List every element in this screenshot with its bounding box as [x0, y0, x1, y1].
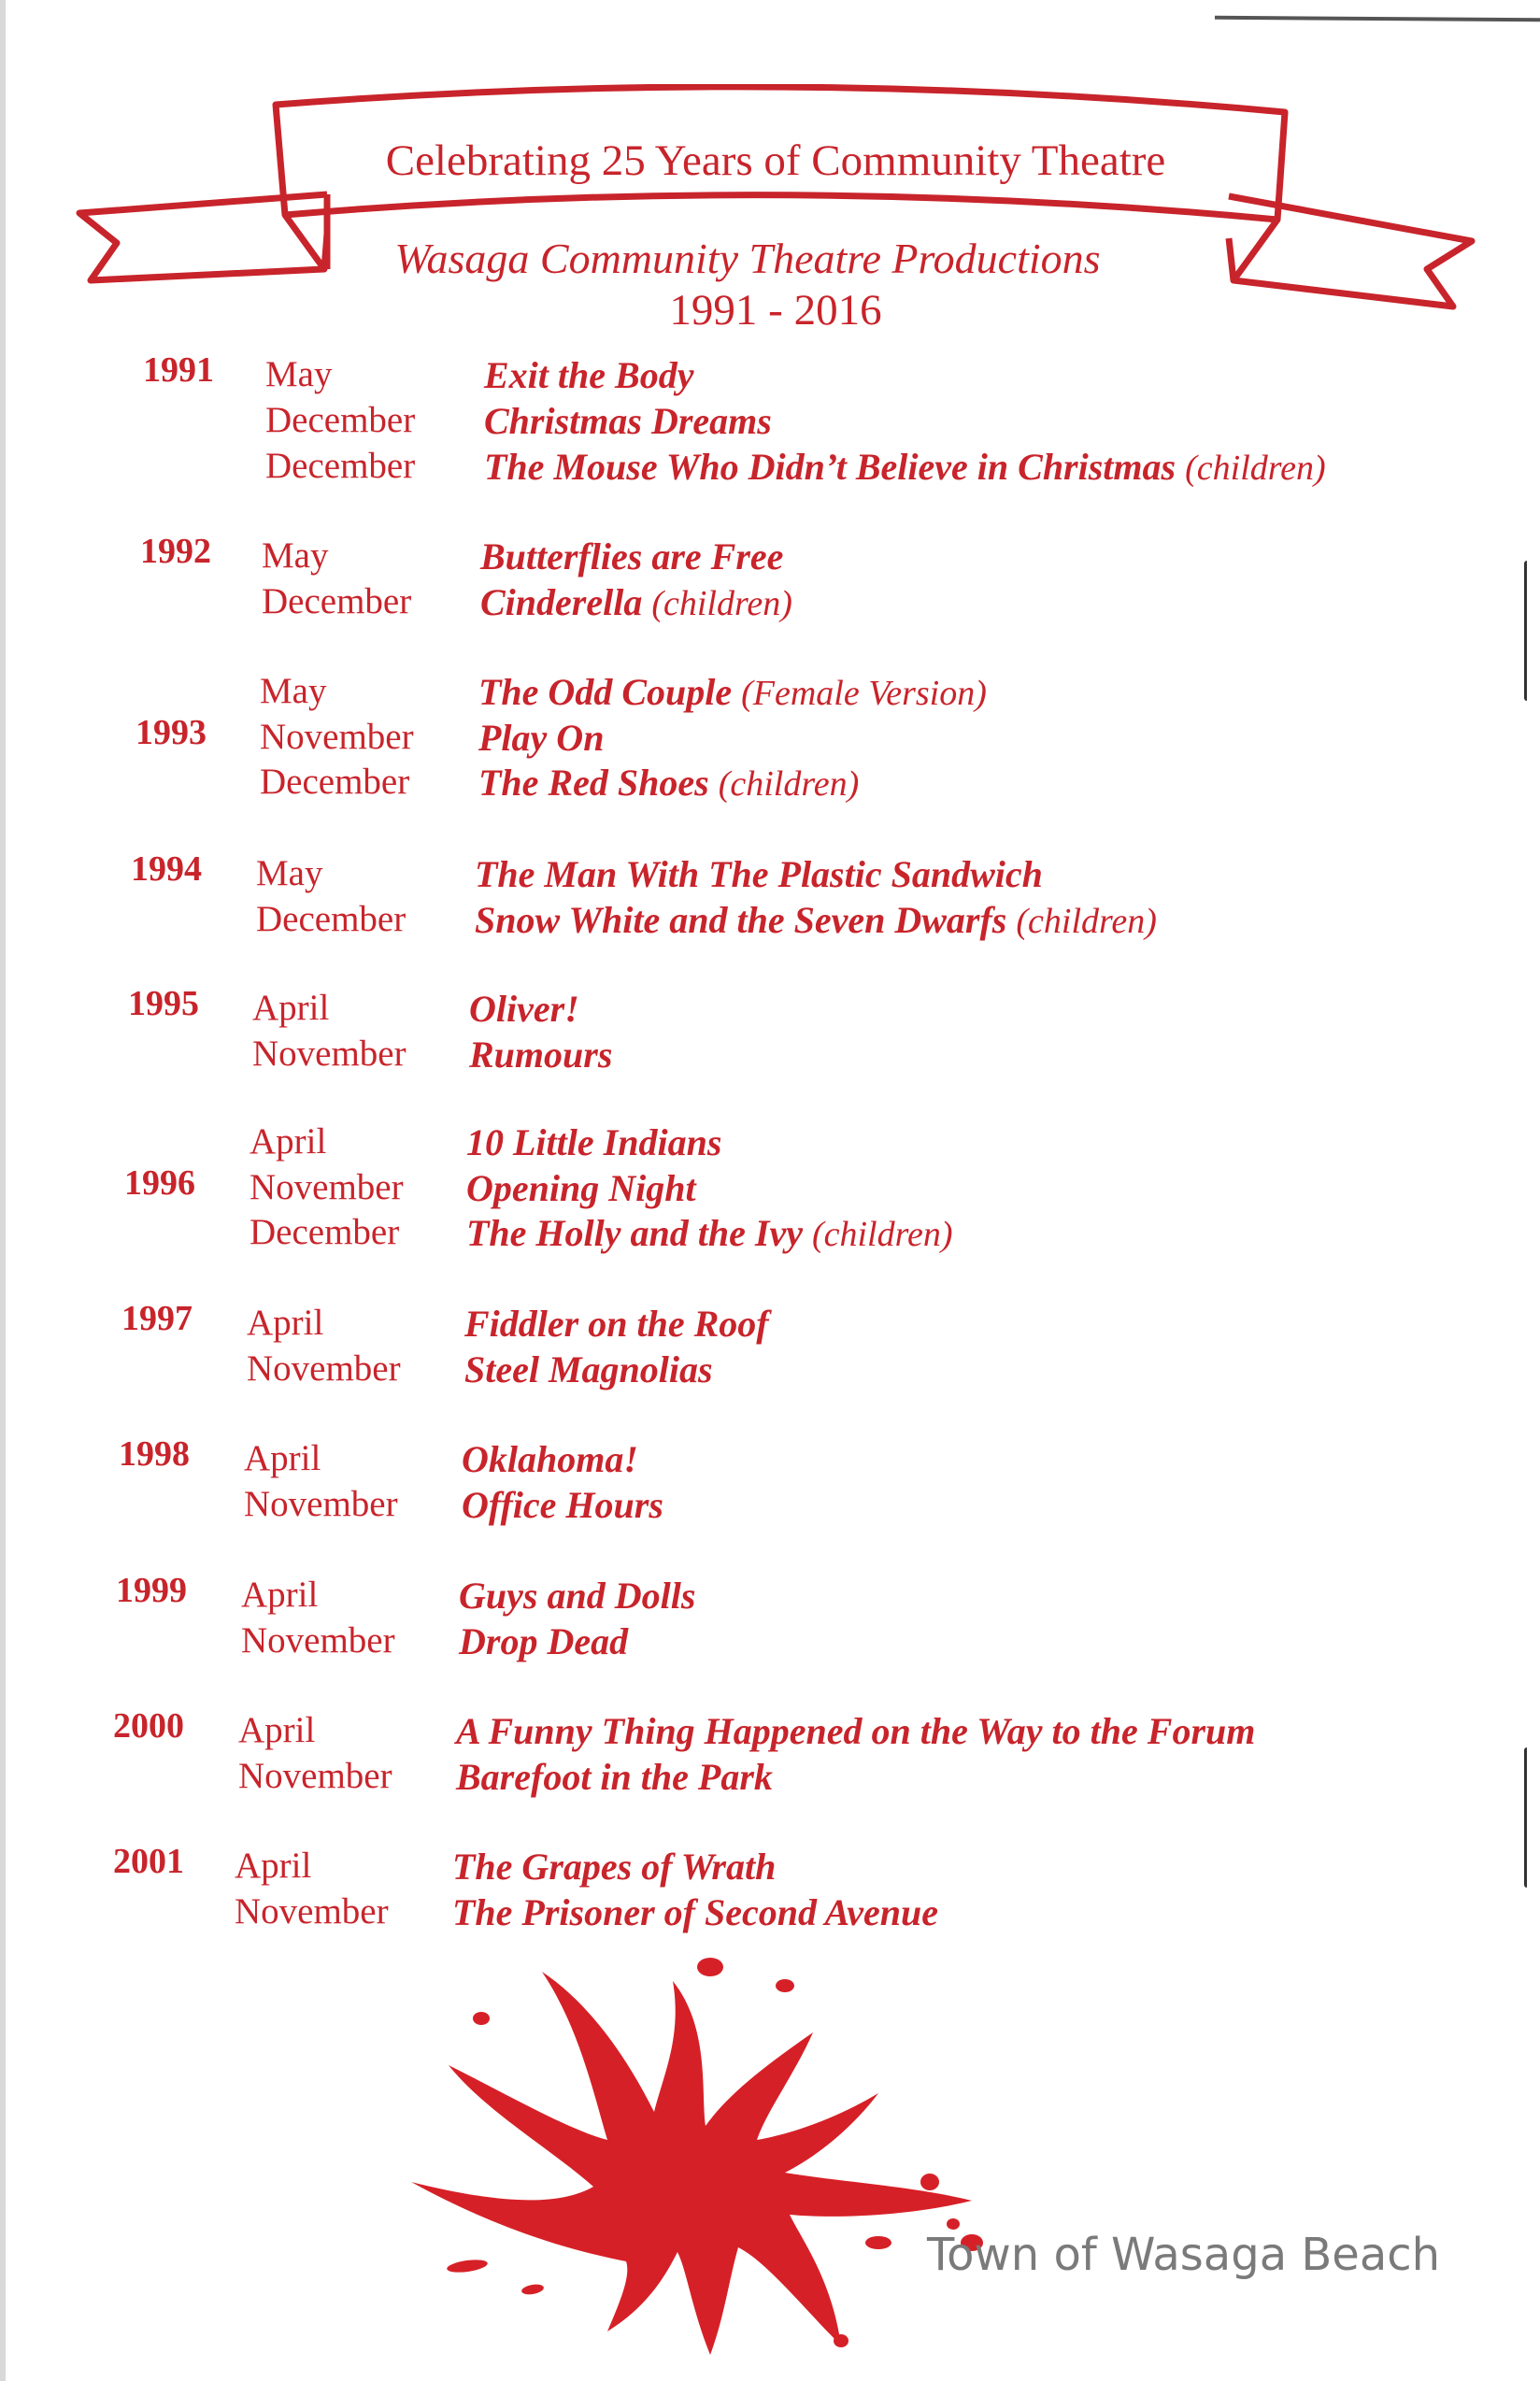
banner-years: 1991 - 2016 — [669, 286, 882, 335]
production-title: Steel Magnolias — [464, 1348, 713, 1390]
production-month: December — [250, 1212, 400, 1252]
production-month: November — [260, 717, 414, 757]
production-title: 10 Little Indians — [466, 1121, 722, 1163]
production-month: April — [238, 1710, 316, 1750]
production-month: April — [250, 1121, 327, 1162]
season-year: 1998 — [119, 1434, 190, 1474]
production-title: Snow White and the Seven Dwarfs (children) — [475, 899, 1157, 941]
production-title: Fiddler on the Roof — [464, 1303, 769, 1345]
season-year: 1991 — [143, 350, 214, 390]
production-title: Barefoot in the Park — [456, 1756, 773, 1798]
production-month: December — [265, 400, 416, 440]
banner-subtitle: Wasaga Community Theatre Productions — [394, 235, 1101, 282]
season-year: 1993 — [135, 713, 207, 752]
production-month: April — [241, 1575, 319, 1615]
production-month: May — [265, 354, 333, 394]
production-month: May — [256, 853, 323, 893]
production-title: The Man With The Plastic Sandwich — [475, 853, 1043, 895]
production-title: The Prisoner of Second Avenue — [452, 1891, 938, 1933]
production-month: November — [235, 1891, 389, 1932]
production-month: December — [262, 581, 412, 621]
production-month: April — [244, 1438, 321, 1478]
season-year: 1997 — [121, 1299, 192, 1338]
production-month: December — [260, 762, 410, 802]
production-title: Drop Dead — [459, 1620, 629, 1662]
season-year: 1992 — [140, 532, 211, 571]
staple-clip-bottom — [1524, 1747, 1533, 1888]
production-month: April — [252, 988, 330, 1028]
production-month: November — [250, 1167, 404, 1207]
production-title: Christmas Dreams — [484, 400, 772, 442]
production-title: The Odd Couple (Female Version) — [478, 671, 987, 713]
production-title: Cinderella (children) — [480, 581, 792, 623]
production-month: November — [238, 1756, 392, 1796]
production-month: December — [256, 899, 406, 939]
production-title: The Red Shoes (children) — [478, 762, 860, 804]
season-year: 1999 — [116, 1571, 187, 1610]
page-edge — [0, 0, 6, 2381]
production-title: Office Hours — [462, 1484, 663, 1526]
production-title: The Grapes of Wrath — [452, 1846, 777, 1888]
production-title: The Mouse Who Didn’t Believe in Christmas (children) — [484, 446, 1326, 488]
staple-clip-top — [1524, 561, 1533, 701]
production-month: November — [244, 1484, 398, 1524]
banner-title: Celebrating 25 Years of Community Theatre — [385, 136, 1166, 185]
production-title: Oklahoma! — [462, 1438, 638, 1480]
production-note: (children) — [718, 764, 860, 804]
production-month: April — [235, 1846, 312, 1886]
production-note: (children) — [651, 584, 792, 623]
production-month: November — [252, 1034, 406, 1074]
production-month: May — [260, 671, 327, 711]
season-year: 1994 — [131, 849, 202, 889]
production-title: Rumours — [469, 1034, 613, 1076]
production-note: (children) — [811, 1215, 953, 1254]
production-note: (Female Version) — [741, 674, 987, 713]
production-note: (children) — [1185, 449, 1326, 488]
production-month: November — [241, 1620, 395, 1661]
production-month: December — [265, 446, 416, 486]
production-month: April — [247, 1303, 324, 1343]
season-year: 1996 — [124, 1163, 195, 1203]
season-year: 1995 — [128, 984, 199, 1023]
paint-splash-graphic — [392, 1953, 1065, 2364]
production-title: The Holly and the Ivy (children) — [466, 1212, 953, 1254]
production-title: A Funny Thing Happened on the Way to the Forum — [456, 1710, 1256, 1752]
season-year: 2000 — [113, 1706, 184, 1746]
production-title: Butterflies are Free — [480, 535, 784, 577]
top-edge — [1215, 16, 1540, 21]
credit-text: Town of Wasaga Beach — [927, 2229, 1441, 2281]
production-title: Opening Night — [466, 1167, 696, 1209]
production-title: Play On — [478, 717, 605, 759]
production-title: Oliver! — [469, 988, 579, 1030]
production-title: Exit the Body — [484, 354, 694, 396]
production-title: Guys and Dolls — [459, 1575, 696, 1617]
production-note: (children) — [1016, 902, 1157, 941]
production-month: May — [262, 535, 329, 576]
season-year: 2001 — [113, 1842, 184, 1881]
production-month: November — [247, 1348, 401, 1389]
